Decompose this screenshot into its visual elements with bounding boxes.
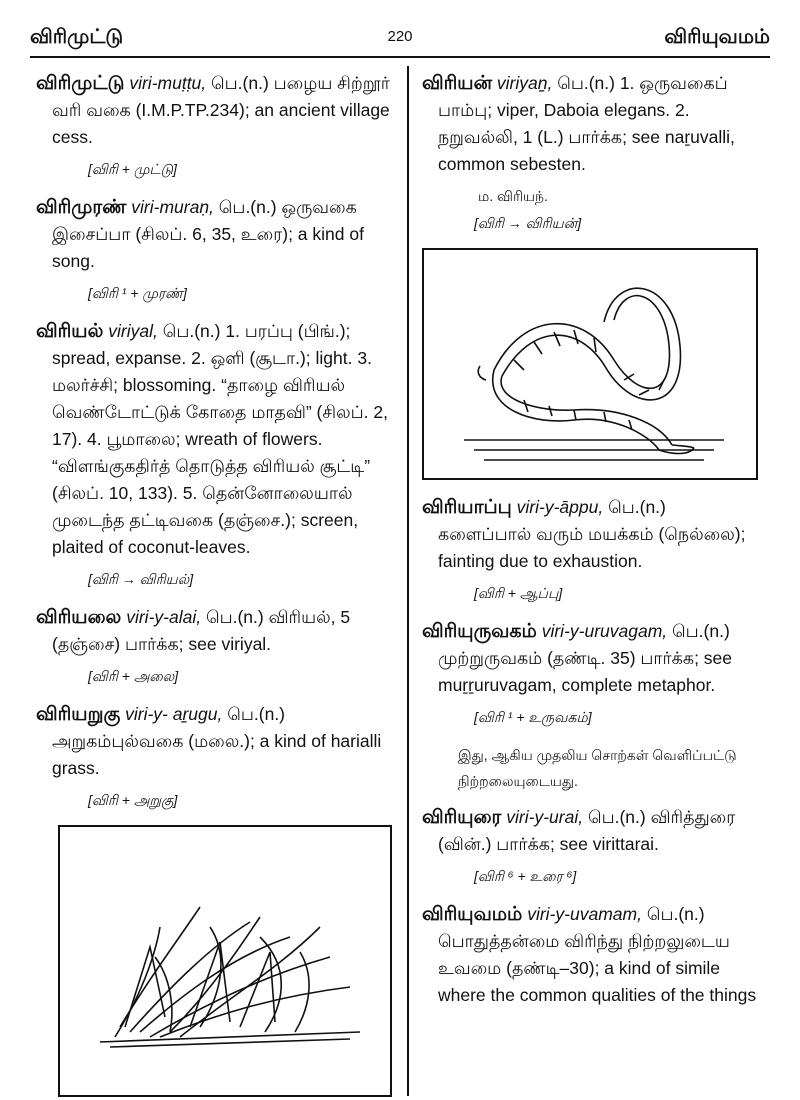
dictionary-entry <box>36 70 394 151</box>
cognate-note: ம. விரியந். <box>478 188 548 204</box>
etymology: [விரி → விரியன்] <box>474 215 582 231</box>
etymology: [விரி → விரியல்] <box>88 571 194 587</box>
headword: விரிமுட்டு <box>36 73 125 94</box>
definition: பெ.(n.) விரியல், 5 (தஞ்சை) பார்க்க; see viriyal. <box>52 607 351 654</box>
headword: விரியறுகு <box>36 704 121 725</box>
dictionary-entry <box>36 604 394 658</box>
headword: விரியுருவகம் <box>422 621 537 642</box>
headword: விரிமுரண் <box>36 197 127 218</box>
definition: பெ.(n.) விரித்துரை (வின்.) பார்க்க; see virittarai. <box>438 807 736 854</box>
definition: பெ.(n.) அறுகம்புல்வகை (மலை.); a kind of harialli grass. <box>52 704 382 778</box>
transliteration: viriyal, <box>108 321 158 341</box>
definition: பெ.(n.) ஒருவகை இசைப்பா (சிலப். 6, 35, உரை); a kind of song. <box>52 197 364 271</box>
etymology: [விரி + முட்டு] <box>88 161 177 177</box>
definition: பெ.(n.) பழைய சிற்றூர் வரி வகை (I.M.P.TP.234); an ancient village cess. <box>52 73 390 147</box>
dictionary-entry <box>36 701 394 782</box>
dictionary-entry <box>422 804 762 858</box>
headword: விரியுவமம் <box>422 904 523 925</box>
dictionary-entry <box>422 618 762 699</box>
transliteration: viri-y-uruvagam, <box>541 621 668 641</box>
headword: விரியன் <box>422 73 493 94</box>
etymology: [விரி + ஆப்பு] <box>474 585 563 601</box>
transliteration: viriyaṉ, <box>496 73 553 93</box>
transliteration: viri-y-alai, <box>126 607 202 627</box>
transliteration: viri-y- aṟugu, <box>125 704 223 724</box>
column-divider <box>407 66 409 1096</box>
etymology: [விரி + அலை] <box>88 668 179 684</box>
right-column <box>422 70 762 1019</box>
dictionary-entry <box>422 70 762 178</box>
dictionary-entry <box>422 494 762 575</box>
etymology: [விரி ¹ + முரண்] <box>88 285 187 301</box>
header-left-guide-word: விரிமுட்டு <box>30 26 124 48</box>
etymology: [விரி ¹ + உருவகம்] <box>474 709 592 725</box>
definition: பெ.(n.) 1. பரப்பு (பிங்.); spread, expanse. 2. ஒளி (சூடா.); light. 3. மலர்ச்சி; blossoming. “தாழை விரியல் வெண்டோட்டுக் கோதை மாதவி” (சிலப். 2, 17). 4. பூமாலை; wreath of flowers. “விளங்குகதிர்த் தொடுத்த விரியல் சூட்டி” (சிலப். 10, 133). 5. தென்னோலையால் முடைந்த தட்டிவகை (தஞ்சை.); screen, plaited of coconut-leaves. <box>52 321 388 557</box>
transliteration: viri-muṭṭu, <box>129 73 207 93</box>
grass-illustration <box>58 825 392 1097</box>
headword: விரியுரை <box>422 807 502 828</box>
definition: பெ.(n.) 1. ஒருவகைப் பாம்பு; viper, Daboia elegans. 2. நறுவல்லி, 1 (L.) பார்க்க; see naṟuvalli, common sebesten. <box>438 73 735 174</box>
snake-illustration <box>422 248 758 480</box>
snake-drawing <box>424 250 756 478</box>
headword: விரியாப்பு <box>422 497 512 518</box>
header-right-guide-word: விரியுவமம் <box>664 26 770 48</box>
usage-note: இது, ஆகிய முதலிய சொற்கள் வெளிப்பட்டு நிற்றலையுடையது. <box>458 747 737 789</box>
transliteration: viri-muraṇ, <box>131 197 214 217</box>
transliteration: viri-y-āppu, <box>516 497 604 517</box>
etymology: [விரி ⁶ + உரை ⁶] <box>474 868 577 884</box>
headword: விரியல் <box>36 321 104 342</box>
dictionary-entry <box>422 901 762 1009</box>
etymology: [விரி + அறுகு] <box>88 792 178 808</box>
definition: பெ.(n.) பொதுத்தன்மை விரிந்து நிற்றலுடைய உவமை (தண்டி–30); a kind of simile where the common qualities of the things <box>438 904 757 1005</box>
headword: விரியலை <box>36 607 122 628</box>
transliteration: viri-y-uvamam, <box>527 904 642 924</box>
definition: பெ.(n.) களைப்பால் வரும் மயக்கம் (நெல்லை); fainting due to exhaustion. <box>438 497 746 571</box>
dictionary-entry <box>36 194 394 275</box>
page-header <box>30 22 770 58</box>
dictionary-entry <box>36 318 394 561</box>
page-number: 220 <box>387 28 413 45</box>
transliteration: viri-y-urai, <box>506 807 584 827</box>
left-column <box>36 70 394 1097</box>
definition: பெ.(n.) முற்றுருவகம் (தண்டி. 35) பார்க்க; see muṟṟuruvagam, complete metaphor. <box>438 621 733 695</box>
grass-drawing <box>60 827 390 1095</box>
